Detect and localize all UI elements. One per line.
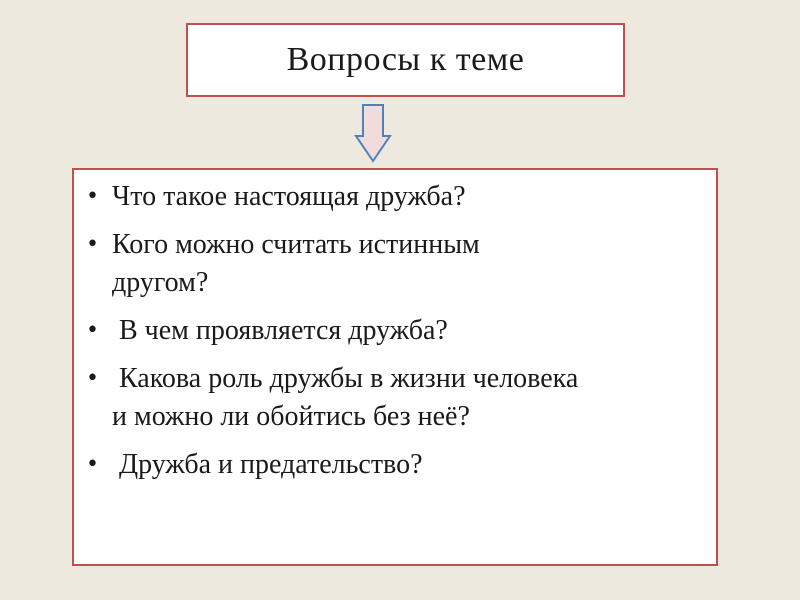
down-arrow-icon	[354, 103, 392, 163]
question-text: Что такое настоящая дружба?	[112, 181, 466, 212]
list-item	[84, 178, 706, 216]
bullet-icon: •	[86, 366, 99, 391]
questions-list	[84, 178, 706, 494]
list-item	[84, 446, 706, 484]
question-text: В чем проявляется дружба?	[112, 315, 448, 346]
title-box	[186, 23, 625, 97]
bullet-icon: •	[86, 232, 99, 257]
question-text: Какова роль дружбы в жизни человека и можно ли обойтись без неё?	[112, 363, 579, 432]
slide-title: Вопросы к теме	[286, 41, 525, 78]
bullet-icon: •	[86, 318, 99, 343]
bullet-icon: •	[86, 184, 99, 209]
list-item	[84, 312, 706, 350]
bullet-icon: •	[86, 452, 99, 477]
list-item	[84, 226, 706, 302]
question-text: Дружба и предательство?	[112, 449, 423, 480]
question-text: Кого можно считать истинным другом?	[112, 229, 480, 298]
list-item	[84, 360, 706, 436]
questions-box	[72, 168, 718, 566]
